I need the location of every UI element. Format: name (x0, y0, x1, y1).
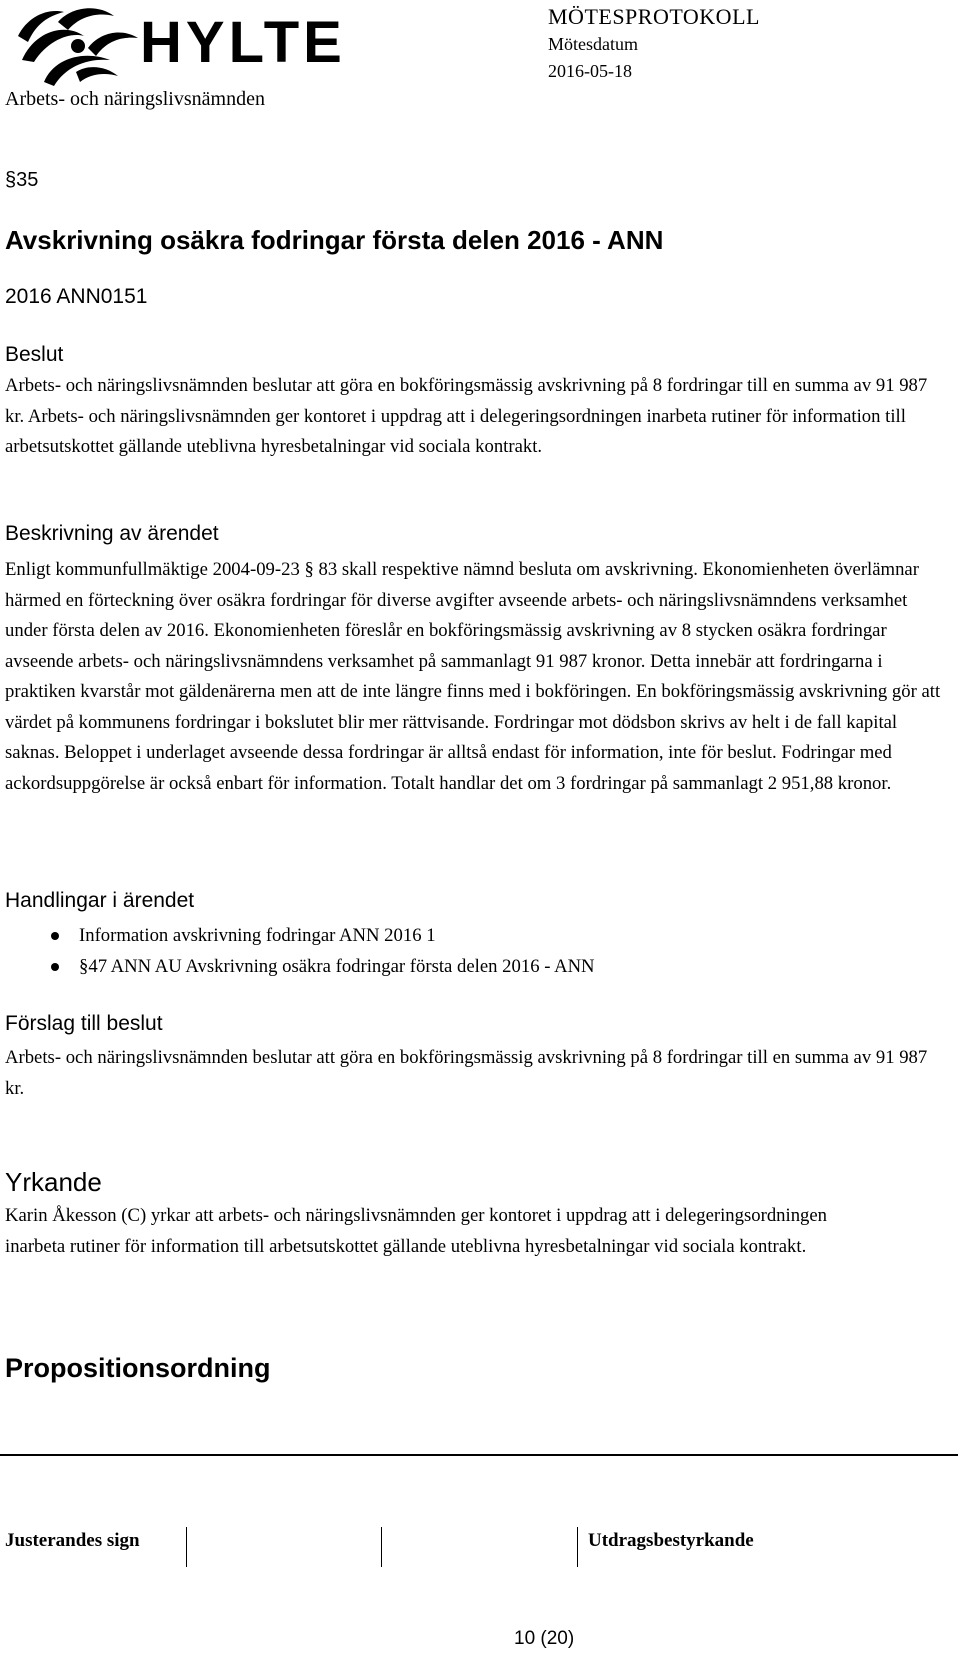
meeting-date-label: Mötesdatum (548, 34, 638, 54)
page-number: 10 (20) (514, 1628, 575, 1649)
handlingar-heading: Handlingar i ärendet (5, 889, 195, 912)
yrkande-text: Karin Åkesson (C) yrkar att arbets- och näringslivsnämnden ger kontoret i uppdrag att i delegeringsordningen inarbeta rutiner för information till arbetsutskottet gällande uteblivna hyresbetalningar vid sociala kontrakt. (5, 1205, 828, 1257)
hylte-emblem-icon (14, 2, 144, 88)
footer-column-divider (381, 1527, 382, 1567)
beslut-text: Arbets- och näringslivsnämnden beslutar att göra en bokföringsmässig avskrivning på 8 fordringar till en summa av 91 987 kr. Arbets- och näringslivsnämnden ger kontoret i uppdrag att i delegeringsordningen inarbeta rutiner för information till arbetsutskottet gällande uteblivna hyresbetalningar vid sociala kontrakt. (5, 375, 928, 457)
document-type: MÖTESPROTOKOLL (548, 4, 760, 29)
utdragsbestyrkande-label: Utdragsbestyrkande (588, 1530, 754, 1551)
proposition-heading: Propositionsordning (5, 1353, 271, 1383)
forslag-text: Arbets- och näringslivsnämnden beslutar att göra en bokföringsmässig avskrivning på 8 fordringar till en summa av 91 987 kr. (5, 1047, 928, 1099)
committee-name: Arbets- och näringslivsnämnden (5, 88, 265, 110)
hylte-logo (14, 2, 346, 88)
justerandes-sign-label: Justerandes sign (5, 1530, 140, 1551)
beskrivning-heading: Beskrivning av ärendet (5, 522, 219, 545)
item-title: Avskrivning osäkra fodringar första delen 2016 - ANN (5, 225, 664, 255)
footer-column-divider (186, 1527, 187, 1567)
footer-divider (0, 1454, 958, 1456)
list-item: §47 ANN AU Avskrivning osäkra fodringar första delen 2016 - ANN (5, 951, 595, 982)
handlingar-list (5, 920, 595, 982)
case-number: 2016 ANN0151 (5, 285, 148, 308)
paragraph-number: §35 (5, 169, 39, 191)
footer-column-divider (577, 1527, 578, 1567)
list-item: Information avskrivning fodringar ANN 2016 1 (5, 920, 595, 951)
forslag-heading: Förslag till beslut (5, 1012, 163, 1035)
yrkande-heading: Yrkande (5, 1167, 102, 1197)
meeting-date-value: 2016-05-18 (548, 61, 632, 81)
beslut-heading: Beslut (5, 343, 64, 366)
logo-wordmark: HYLTE (140, 10, 346, 75)
beskrivning-text: Enligt kommunfullmäktige 2004-09-23 § 83 skall respektive nämnd besluta om avskrivning. Ekonomienheten överlämnar härmed en förteckning över osäkra fordringar för diverse avgifter avseende arbets- och näringslivsnämndens verksamhet under första delen av 2016. Ekonomienheten föreslår en bokföringsmässig avskrivning av 8 stycken osäkra fordringar avseende arbets- och näringslivsnämndens verksamhet på sammanlagt 91 987 kronor. Detta innebär att fordringarna i praktiken kvarstår mot gäldenärerna men att de inte längre finns med i bokföringen. En bokföringsmässig avskrivning gör att värdet på kommunens fordringar i bokslutet blir mer rättvisande. Fordringar mot dödsbon skrivs av helt i de fall kapital saknas. Beloppet i underlaget avseende dessa fordringar är alltså endast för information, inte för beslut. Fodringar med ackordsuppgörelse är också enbart för information. Totalt handlar det om 3 fordringar på sammanlagt 2 951,88 kronor. (5, 559, 941, 794)
